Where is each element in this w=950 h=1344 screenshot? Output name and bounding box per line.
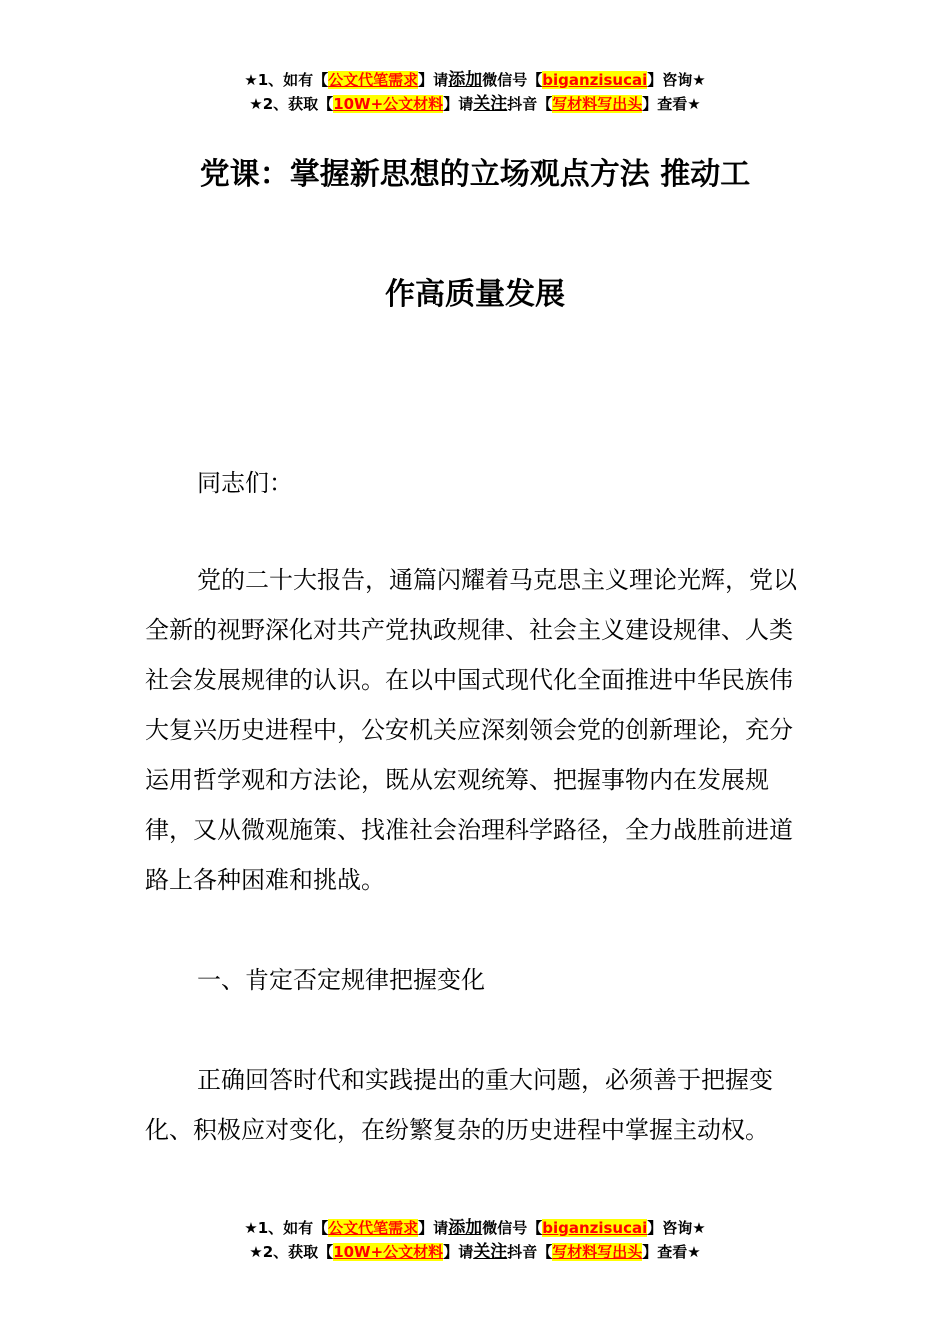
banner-text: 】咨询★ — [647, 1219, 706, 1237]
banner-highlight: 公文代笔需求 — [328, 1219, 419, 1237]
banner-highlight: 写材料写出头 — [552, 1243, 643, 1261]
banner-line-2 — [0, 92, 950, 116]
paragraph-1 — [145, 555, 805, 905]
greeting-text: 同志们： — [197, 469, 293, 497]
banner-text: 】咨询★ — [647, 71, 706, 89]
banner-line-1 — [0, 1216, 950, 1240]
banner-highlight: 10W+公文材料 — [333, 1243, 444, 1261]
banner-emphasis: 关注 — [473, 1242, 508, 1262]
banner-emphasis: 关注 — [473, 94, 508, 114]
banner-highlight: 写材料写出头 — [552, 95, 643, 113]
banner-text: 抖音【 — [507, 95, 553, 113]
banner-highlight: biganzisucai — [542, 1219, 648, 1237]
section-heading-1-text: 一、肯定否定规律把握变化 — [197, 966, 485, 994]
section-heading-1 — [145, 955, 805, 1005]
banner-highlight: biganzisucai — [542, 71, 648, 89]
banner-emphasis: 添加 — [448, 1218, 483, 1238]
paragraph-2-text: 正确回答时代和实践提出的重大问题，必须善于把握变化、积极应对变化，在纷繁复杂的历史进程中掌握主动权。 — [145, 1066, 773, 1144]
greeting — [145, 458, 805, 508]
document-title-line-1: 党课：掌握新思想的立场观点方法 推动工 — [199, 157, 751, 192]
banner-text: 】查看★ — [642, 95, 701, 113]
document-title-line-2: 作高质量发展 — [385, 277, 565, 312]
banner-line-1 — [0, 68, 950, 92]
banner-highlight: 公文代笔需求 — [328, 71, 419, 89]
paragraph-2 — [145, 1055, 805, 1155]
banner-text: ★1、如有【 — [244, 71, 329, 89]
banner-text: ★2、获取【 — [249, 95, 334, 113]
paragraph-1-text: 党的二十大报告，通篇闪耀着马克思主义理论光辉，党以全新的视野深化对共产党执政规律、社会主义建设规律、人类社会发展规律的认识。在以中国式现代化全面推进中华民族伟大复兴历史进程中，公安机关应深刻领会党的创新理论，充分运用哲学观和方法论，既从宏观统筹、把握事物内在发展规律，又从微观施策、找准社会治理科学路径，全力战胜前进道路上各种困难和挑战。 — [145, 566, 797, 894]
bottom-banner — [0, 1216, 950, 1264]
banner-text: ★2、获取【 — [249, 1243, 334, 1261]
banner-line-2 — [0, 1240, 950, 1264]
banner-text: 】请 — [443, 1243, 474, 1261]
banner-highlight: 10W+公文材料 — [333, 95, 444, 113]
banner-text: 】请 — [418, 71, 449, 89]
banner-text: ★1、如有【 — [244, 1219, 329, 1237]
banner-text: 】请 — [443, 95, 474, 113]
banner-emphasis: 添加 — [448, 70, 483, 90]
top-banner — [0, 68, 950, 116]
banner-text: 微信号【 — [482, 1219, 543, 1237]
banner-text: 】查看★ — [642, 1243, 701, 1261]
banner-text: 抖音【 — [507, 1243, 553, 1261]
banner-text: 】请 — [418, 1219, 449, 1237]
banner-text: 微信号【 — [482, 71, 543, 89]
